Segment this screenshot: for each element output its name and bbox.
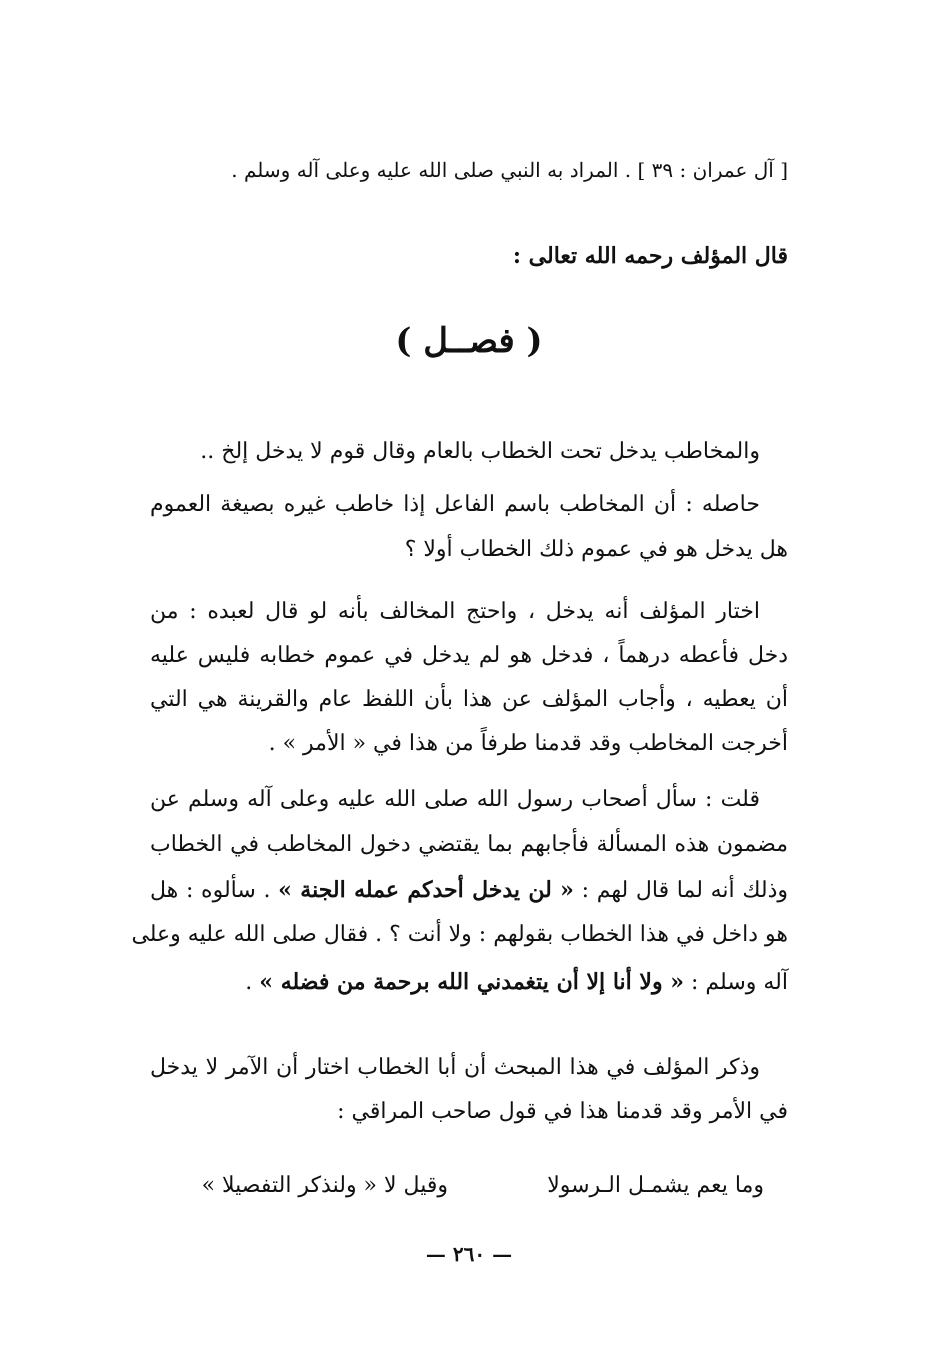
text-line: هل يدخل هو في عموم ذلك الخطاب أولا ؟ <box>404 537 788 562</box>
author-says-heading: قال المؤلف رحمه الله تعالى : <box>512 243 788 269</box>
footnote: [ آل عمران : ٣٩ ] . المراد به النبي صلى الله عليه وعلى آله وسلم . <box>231 158 788 182</box>
text-line: في الأمر وقد قدمنا هذا في قول صاحب المراقي : <box>337 1099 788 1124</box>
text-line: اختار المؤلف أنه يدخل ، واحتج المخالف بأنه لو قال لعبده : من <box>150 599 760 624</box>
text-segment: آله وسلم : <box>691 970 788 995</box>
text-line: هو داخل في هذا الخطاب بقولهم : ولا أنت ؟ . فقال صلى الله عليه وعلى <box>131 922 788 947</box>
text-line: والمخاطب يدخل تحت الخطاب بالعام وقال قوم لا يدخل إلخ .. <box>200 439 760 464</box>
section-title: ( فصــل ) <box>395 321 543 361</box>
verse-hemistich: وما يعم يشمـل الـرسولا <box>547 1173 764 1198</box>
verse-hemistich: وقيل لا « ولنذكر التفصيلا » <box>201 1173 448 1198</box>
text-segment: . <box>245 970 253 995</box>
page-number: — ٢٦٠ — <box>425 1242 513 1266</box>
text-line: مضمون هذه المسألة فأجابهم بما يقتضي دخول المخاطب في الخطاب <box>150 832 788 857</box>
book-page <box>131 0 789 1369</box>
text-line: قلت : سأل أصحاب رسول الله صلى الله عليه وعلى آله وسلم عن <box>150 787 760 812</box>
text-line: حاصله : أن المخاطب باسم الفاعل إذا خاطب غيره بصيغة العموم <box>150 492 760 517</box>
hadith-quote: « ولا أنا إلا أن يتغمدني الله برحمة من فضله » <box>259 969 684 995</box>
text-line: دخل فأعطه درهماً ، فدخل هو لم يدخل في عموم خطابه فليس عليه <box>150 643 788 668</box>
text-line: أخرجت المخاطب وقد قدمنا طرفاً من هذا في « الأمر » . <box>268 731 788 756</box>
text-segment: . سألوه : هل <box>150 878 271 903</box>
text-line <box>150 962 788 1003</box>
text-segment: وذلك أنه لما قال لهم : <box>581 878 789 903</box>
text-line <box>150 870 788 911</box>
text-line: وذكر المؤلف في هذا المبحث أن أبا الخطاب اختار أن الآمر لا يدخل <box>150 1055 760 1080</box>
text-line: أن يعطيه ، وأجاب المؤلف عن هذا بأن اللفظ عام والقرينة هي التي <box>150 687 788 712</box>
hadith-quote: « لن يدخل أحدكم عمله الجنة » <box>278 877 574 903</box>
